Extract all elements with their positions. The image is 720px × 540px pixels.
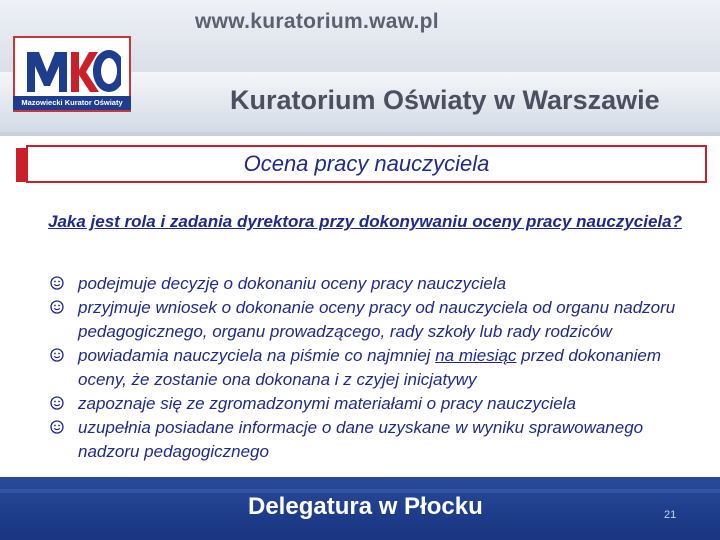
header-banner	[0, 0, 720, 136]
bullet-text-after: przed dokonaniem oceny, że zostanie ona dokonana i z czyjej inicjatywy	[78, 346, 662, 389]
bullet-text: przyjmuje wniosek o dokonanie oceny pracy od nauczyciela od organu nadzoru pedagogicznego, organu prowadzącego, rady szkoły lub rady rodziców	[78, 298, 676, 341]
list-item	[48, 344, 688, 392]
smiley-bullet-icon	[50, 300, 64, 314]
smiley-bullet-icon	[50, 420, 64, 434]
logo-caption: Mazowiecki Kurator Oświaty	[13, 96, 131, 110]
site-url[interactable]: www.kuratorium.waw.pl	[195, 10, 439, 33]
institution-title: Kuratorium Oświaty w Warszawie	[230, 85, 660, 115]
section-title-box	[26, 145, 707, 183]
list-item	[48, 296, 688, 344]
list-item	[48, 272, 688, 296]
mko-logo-icon	[23, 42, 121, 98]
bullet-text-underlined: na miesiąc	[435, 346, 517, 365]
smiley-bullet-icon	[50, 348, 64, 362]
section-title: Ocena pracy nauczyciela	[243, 151, 490, 176]
smiley-bullet-icon	[50, 396, 64, 410]
bullet-list	[48, 272, 688, 464]
question-heading: Jaka jest rola i zadania dyrektora przy dokonywaniu oceny pracy nauczyciela?	[48, 212, 682, 231]
smiley-bullet-icon	[50, 276, 64, 290]
bullet-text: podejmuje decyzję o dokonaniu oceny pracy nauczyciela	[78, 274, 507, 293]
list-item	[48, 416, 688, 464]
bullet-text-before: powiadamia nauczyciela na piśmie co najmniej	[78, 346, 436, 365]
delegation-title: Delegatura w Płocku	[248, 493, 483, 520]
page-number: 21	[664, 509, 677, 521]
bullet-text: zapoznaje się ze zgromadzonymi materiałami o pracy nauczyciela	[78, 394, 576, 413]
list-item	[48, 392, 688, 416]
footer-banner	[0, 477, 720, 540]
bullet-text: uzupełnia posiadane informacje o dane uzyskane w wyniku sprawowanego nadzoru pedagogicznego	[78, 418, 644, 461]
